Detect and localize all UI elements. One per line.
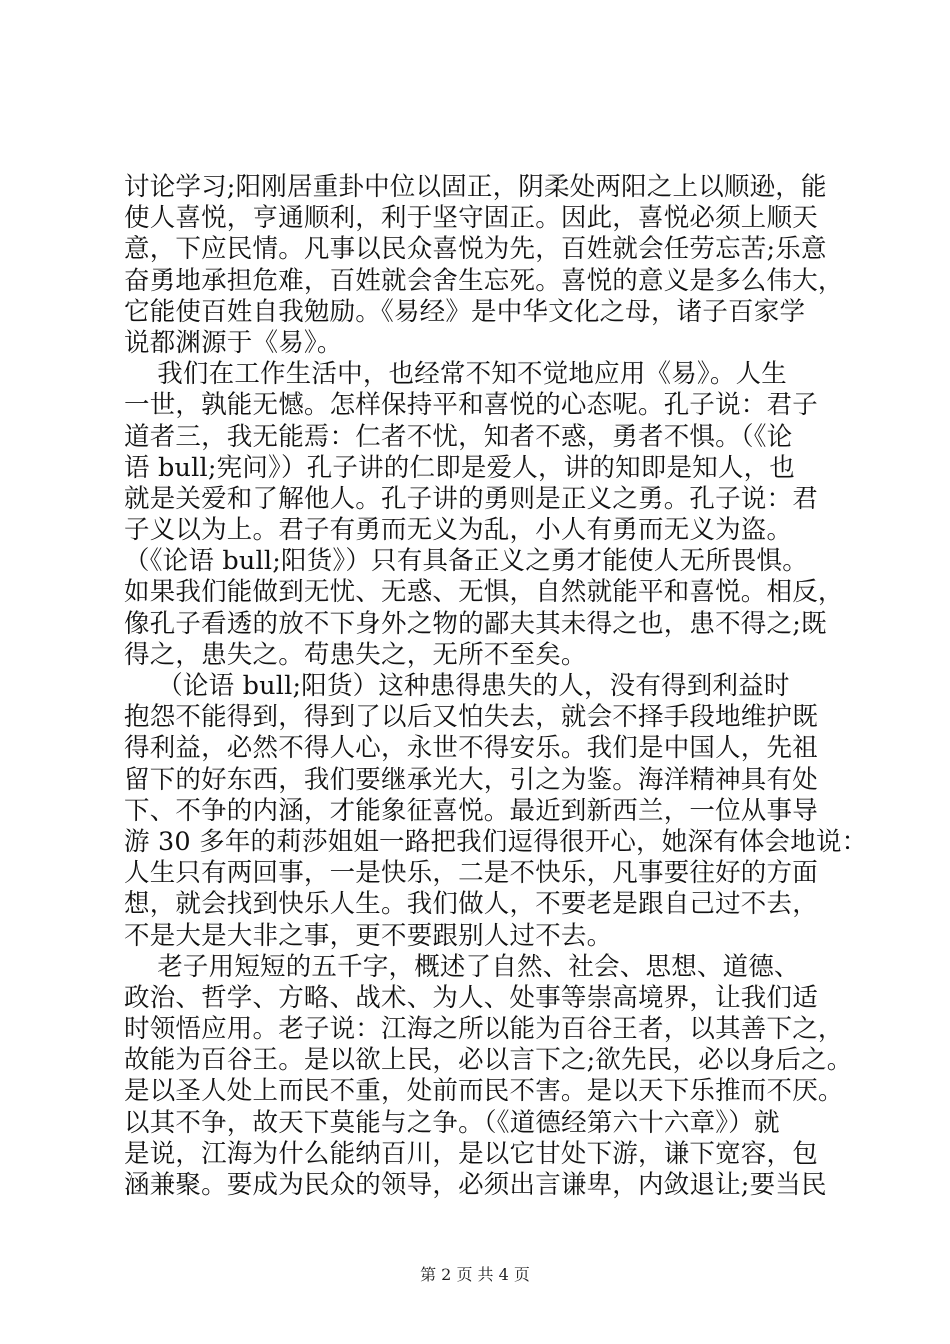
text-line: 得利益，必然不得人心，永世不得安乐。我们是中国人，先祖 [124,733,818,764]
text-line: 政治、哲学、方略、战术、为人、处事等崇高境界，让我们适 [124,982,818,1013]
text-line: （论语 bull;阳货）这种患得患失的人，没有得到利益时 [124,671,790,701]
text-line: 是以圣人处上而民不重，处前而民不害。是以天下乐推而不厌。 [124,1076,844,1107]
text-line: 讨论学习;阳刚居重卦中位以固正，阴柔处两阳之上以顺逊，能 [124,172,827,202]
text-line: （《论语 bull;阳货》）只有具备正义之勇才能使人无所畏惧。 [124,546,808,577]
text-line: 故能为百谷王。是以欲上民，必以言下之;欲先民，必以身后之。 [124,1045,853,1076]
text-line: 想，就会找到快乐人生。我们做人，不要老是跟自己过不去， [124,889,818,920]
text-line: 不是大是大非之事，更不要跟别人过不去。 [124,920,613,951]
text-line: 下、不争的内涵，才能象征喜悦。最近到新西兰，一位从事导 [124,795,818,826]
text-line: 留下的好东西，我们要继承光大，引之为鉴。海洋精神具有处 [124,764,818,795]
text-line: 意，下应民情。凡事以民众喜悦为先，百姓就会任劳忘苦;乐意 [124,234,827,265]
text-line: 道者三，我无能焉：仁者不忧，知者不惑，勇者不惧。（《论 [124,421,793,452]
text-line: 说都渊源于《易》。 [124,327,343,358]
text-line: 涵兼聚。要成为民众的领导，必须出言谦卑，内敛退让;要当民 [124,1170,827,1200]
text-line: 语 bull;宪问》）孔子讲的仁即是爱人，讲的知即是知人，也 [124,452,796,483]
text-line: 是说，江海为什么能纳百川，是以它甘处下游，谦下宽容，包 [124,1138,818,1169]
text-line: 一世，孰能无憾。怎样保持平和喜悦的心态呢。孔子说：君子 [124,390,818,421]
body-text [124,172,868,1201]
text-line: 像孔子看透的放不下身外之物的鄙夫其未得之也，患不得之;既 [124,608,827,639]
text-line: 抱怨不能得到，得到了以后又怕失去，就会不择手段地维护既 [124,702,818,733]
text-line: 使人喜悦，亨通顺利，利于坚守固正。因此，喜悦必须上顺天 [124,203,818,234]
text-line: 时领悟应用。老子说：江海之所以能为百谷王者，以其善下之， [124,1014,844,1045]
text-line: 老子用短短的五千字，概述了自然、社会、思想、道德、 [124,951,800,982]
text-line: 游 30 多年的莉莎姐姐一路把我们逗得很开心，她深有体会地说： [124,826,868,857]
text-line: 子义以为上。君子有勇而无义为乱，小人有勇而无义为盗。 [124,515,793,546]
text-line: 就是关爱和了解他人。孔子讲的勇则是正义之勇。孔子说：君 [124,483,818,514]
text-line: 得之，患失之。苟患失之，无所不至矣。 [124,639,587,670]
text-line: 人生只有两回事，一是快乐，二是不快乐，凡事要往好的方面 [124,858,818,889]
text-line: 如果我们能做到无忧、无惑、无惧，自然就能平和喜悦。相反， [124,577,844,608]
text-line: 我们在工作生活中，也经常不知不觉地应用《易》。人生 [124,359,787,390]
text-line: 奋勇地承担危难，百姓就会舍生忘死。喜悦的意义是多么伟大， [124,265,844,296]
page-footer: 第 2 页 共 4 页 [420,1265,530,1284]
text-line: 它能使百姓自我勉励。《易经》是中华文化之母，诸子百家学 [124,296,806,327]
text-line: 以其不争，故天下莫能与之争。（《道德经第六十六章》）就 [124,1107,780,1138]
